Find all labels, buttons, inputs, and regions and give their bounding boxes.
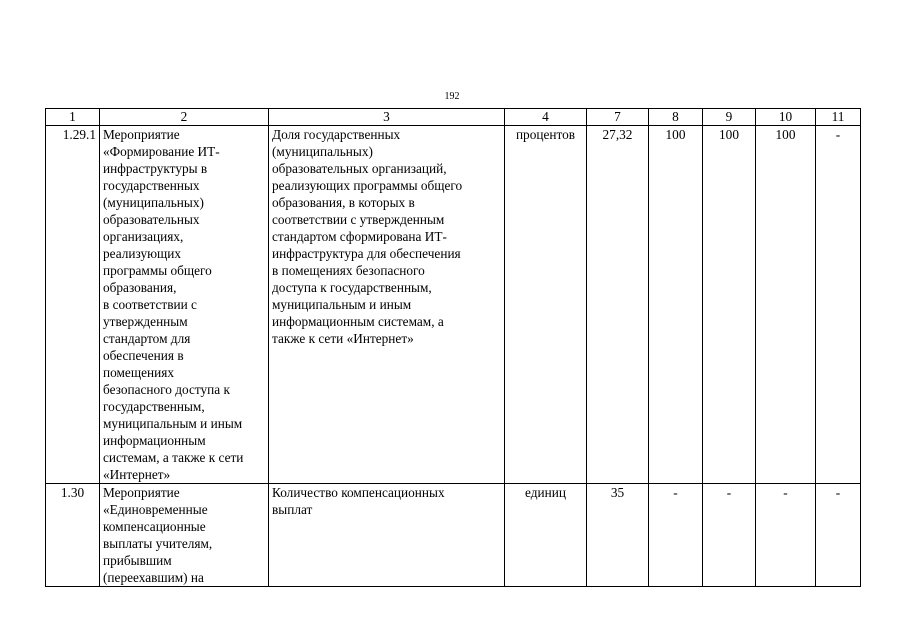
value-cell: 100 [649,126,703,484]
column-header: 1 [46,109,100,126]
indicators-table [45,108,861,587]
value-cell: 100 [756,126,816,484]
value-cell: - [649,484,703,587]
event-cell: Мероприятие «Единовременные компенсационные выплаты учителям, прибывшим (переехавшим) на [100,484,269,587]
page-number: 192 [444,91,460,102]
column-header: 2 [100,109,269,126]
table-row [46,126,861,484]
column-header: 8 [649,109,703,126]
column-header: 4 [505,109,587,126]
value-cell: - [703,484,756,587]
row-number: 1.29.1 [46,126,100,484]
value-cell: - [816,126,861,484]
unit-cell: процентов [505,126,587,484]
event-cell: Мероприятие «Формирование ИТ- инфраструктуры в государственных (муниципальных) образовательных организациях, реализующих программы общего образования, в соответствии с утвержденным стандартом для обеспечения в помещениях безопасного доступа к государственным, муниципальным и иным информационным системам, а также к сети «Интернет» [100,126,269,484]
table-row [46,484,861,587]
column-header: 9 [703,109,756,126]
column-header: 10 [756,109,816,126]
header-row [46,109,861,126]
value-cell: 27,32 [587,126,649,484]
row-number: 1.30 [46,484,100,587]
indicator-cell: Количество компенсационных выплат [269,484,505,587]
value-cell: - [816,484,861,587]
value-cell: 35 [587,484,649,587]
value-cell: - [756,484,816,587]
column-header: 7 [587,109,649,126]
unit-cell: единиц [505,484,587,587]
value-cell: 100 [703,126,756,484]
column-header: 11 [816,109,861,126]
indicator-cell: Доля государственных (муниципальных) образовательных организаций, реализующих программы общего образования, в которых в соответствии с утвержденным стандартом сформирована ИТ- инфраструктура для обеспечения в помещениях безопасного доступа к государственным, муниципальным и иным информационным системам, а также к сети «Интернет» [269,126,505,484]
column-header: 3 [269,109,505,126]
